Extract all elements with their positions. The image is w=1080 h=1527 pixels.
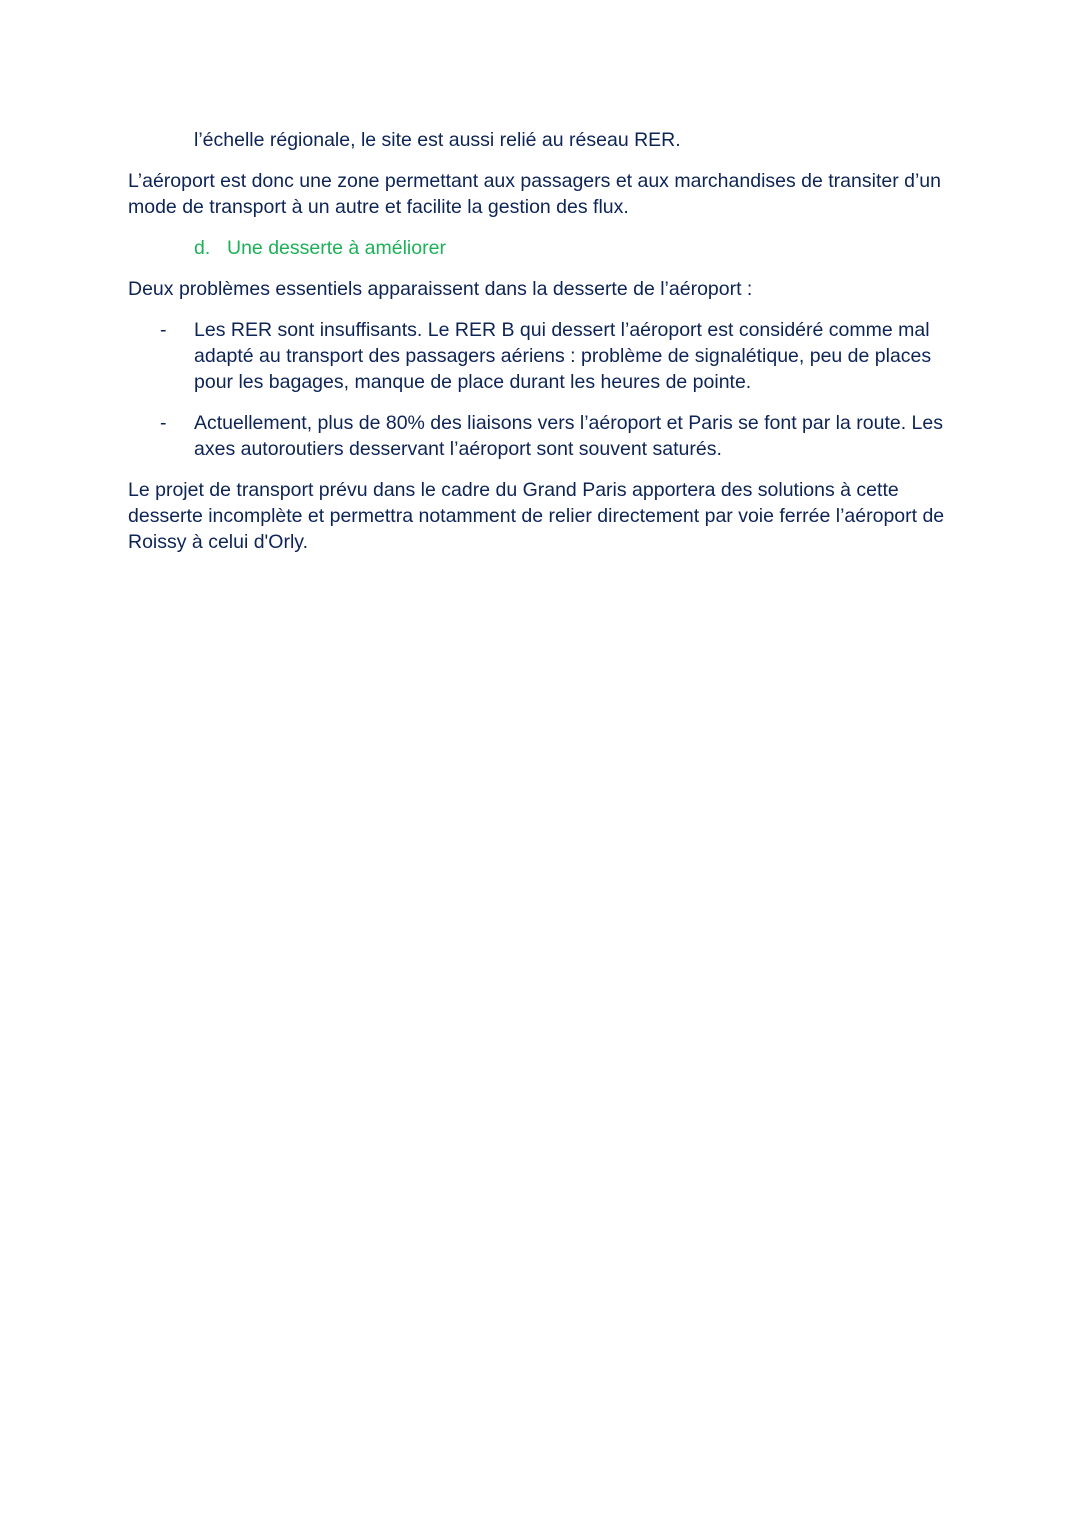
bullet-text: Les RER sont insuffisants. Le RER B qui dessert l’aéroport est considéré comme mal adapté au transport des passagers aériens : problème de signalétique, peu de places pour les bagages, manque de place durant les heures de pointe. [194, 319, 932, 393]
bullet-marker: - [160, 319, 167, 341]
bullet-text: Actuellement, plus de 80% des liaisons vers l’aéroport et Paris se font par la route. Les axes autoroutiers desservant l’aéroport sont souvent saturés. [194, 412, 943, 460]
section-heading-d [194, 235, 954, 261]
paragraph-airport-intermodal: L’aéroport est donc une zone permettant aux passagers et aux marchandises de transiter d’un mode de transport à un autre et facilite la gestion des flux. [128, 170, 941, 218]
section-title: Une desserte à améliorer [227, 237, 446, 259]
paragraph-grand-paris-project: Le projet de transport prévu dans le cadre du Grand Paris apportera des solutions à cette desserte incomplète et permettra notamment de relier directement par voie ferrée l’aéroport de Roissy à celui d'Orly. [128, 479, 945, 553]
paragraph-problems-intro: Deux problèmes essentiels apparaissent dans la desserte de l’aéroport : [128, 278, 753, 300]
continued-line: l’échelle régionale, le site est aussi relié au réseau RER. [194, 129, 681, 151]
bullet-marker: - [160, 412, 167, 434]
section-number: d. [194, 237, 211, 259]
